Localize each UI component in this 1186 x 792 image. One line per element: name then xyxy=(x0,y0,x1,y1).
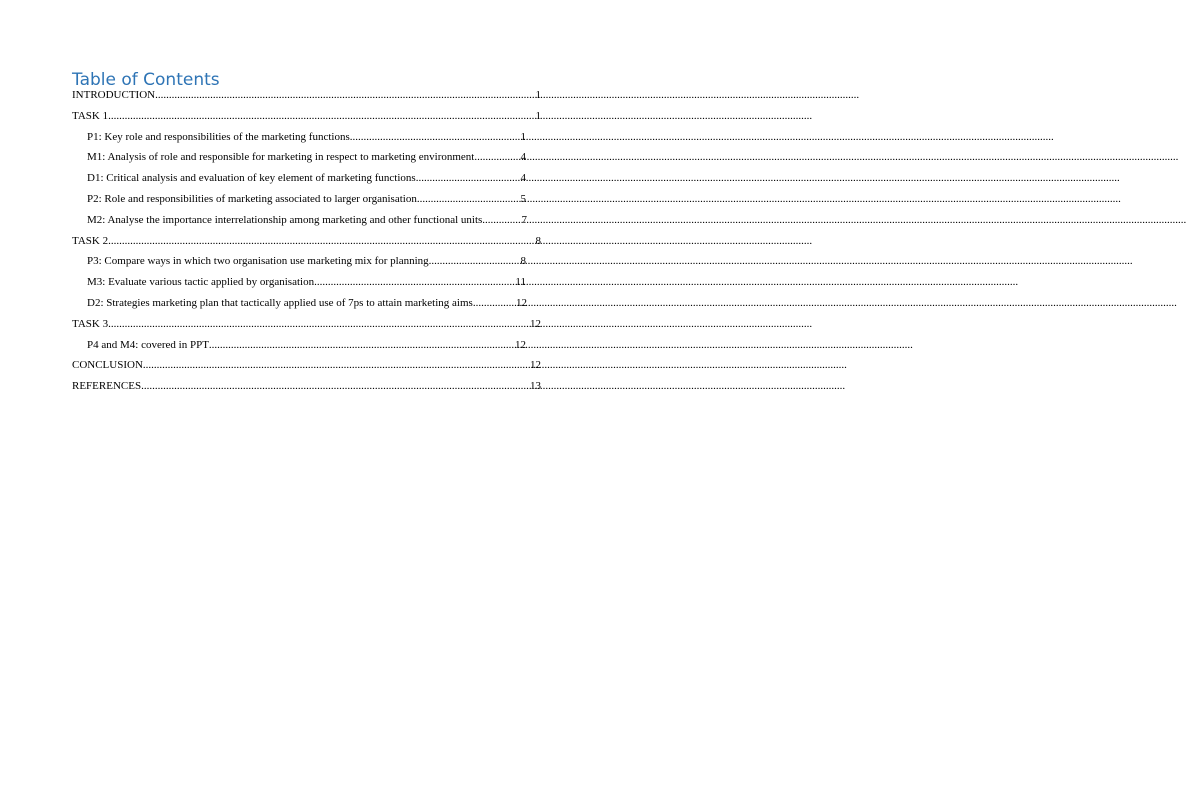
toc-dot-leader xyxy=(416,172,520,184)
toc-page-number: 12 xyxy=(515,338,526,351)
toc-entry-label: P3: Compare ways in which two organisation use marketing mix for planning xyxy=(87,255,429,268)
toc-dot-leader xyxy=(209,339,514,351)
toc-entry-task-3[interactable] xyxy=(0,318,612,339)
toc-dot-leader xyxy=(108,110,534,122)
toc-entry-references[interactable] xyxy=(0,380,612,401)
toc-dot-leader xyxy=(350,131,520,143)
toc-entry-label: INTRODUCTION xyxy=(72,89,156,101)
toc-page-number: 11 xyxy=(515,276,526,289)
toc-dot-leader xyxy=(108,235,534,247)
toc-entry-label: M2: Analyse the importance interrelationship among marketing and other functional units xyxy=(87,213,483,226)
toc-dot-leader xyxy=(314,276,514,288)
toc-entry-label: D2: Strategies marketing plan that tactically applied use of 7ps to attain marketing aims xyxy=(87,296,473,309)
toc-page-number: 8 xyxy=(535,234,541,247)
toc-dot-leader xyxy=(417,193,520,205)
toc-dot-leader xyxy=(108,318,529,330)
toc-entry-conclusion[interactable] xyxy=(0,359,612,380)
toc-entry-label: M1: Analysis of role and responsible for marketing in respect to marketing environment xyxy=(87,151,475,164)
toc-entry-label: P4 and M4: covered in PPT xyxy=(87,338,209,351)
toc-entry-label: P2: Role and responsibilities of marketing associated to larger organisation xyxy=(87,192,417,205)
toc-page-number: 4 xyxy=(520,151,526,164)
toc-page-number: 7 xyxy=(521,213,527,226)
toc-entry-m1[interactable] xyxy=(0,151,612,172)
toc-entry-label: D1: Critical analysis and evaluation of key element of marketing functions xyxy=(87,172,416,185)
toc-list xyxy=(0,89,612,401)
toc-entry-label: TASK 3 xyxy=(72,317,109,330)
toc-entry-p3[interactable] xyxy=(0,255,612,276)
toc-entry-m3[interactable] xyxy=(0,276,612,297)
toc-page-number: 8 xyxy=(520,255,526,268)
toc-entry-label: REFERENCES xyxy=(72,380,142,393)
toc-entry-d1[interactable] xyxy=(0,172,612,193)
toc-entry-label: M3: Evaluate various tactic applied by organisation xyxy=(87,276,315,289)
toc-entry-label: TASK 1 xyxy=(72,109,109,122)
toc-dot-leader xyxy=(143,359,529,371)
toc-entry-label: CONCLUSION xyxy=(72,359,143,372)
toc-entry-p4-m4[interactable] xyxy=(0,339,612,360)
toc-entry-task-1[interactable] xyxy=(0,110,612,131)
toc-page-number: 1 xyxy=(520,130,526,143)
toc-page-number: 12 xyxy=(530,359,541,372)
toc-page-number: 13 xyxy=(530,380,541,393)
toc-dot-leader xyxy=(473,297,515,309)
toc-entry-p2[interactable] xyxy=(0,193,612,214)
toc-entry-p1[interactable] xyxy=(0,131,612,152)
toc-page-number: 5 xyxy=(520,192,526,205)
toc-entry-label: P1: Key role and responsibilities of the marketing functions xyxy=(87,130,350,143)
toc-dot-leader xyxy=(429,255,520,267)
toc-dot-leader xyxy=(482,214,520,226)
toc-page-number: 12 xyxy=(516,296,527,309)
toc-entry-introduction[interactable] xyxy=(0,89,612,110)
toc-entry-d2[interactable] xyxy=(0,297,612,318)
toc-page-number: 1 xyxy=(535,109,541,122)
toc-title: Table of Contents xyxy=(72,70,220,90)
toc-dot-leader xyxy=(474,151,519,163)
toc-entry-m2[interactable] xyxy=(0,214,612,235)
toc-page-number: 1 xyxy=(535,89,541,101)
toc-entry-label: TASK 2 xyxy=(72,234,109,247)
toc-entry-task-2[interactable] xyxy=(0,235,612,256)
toc-page-number: 12 xyxy=(530,317,541,330)
toc-dot-leader xyxy=(141,380,529,392)
toc-dot-leader xyxy=(155,89,534,101)
toc-page-number: 4 xyxy=(520,172,526,185)
